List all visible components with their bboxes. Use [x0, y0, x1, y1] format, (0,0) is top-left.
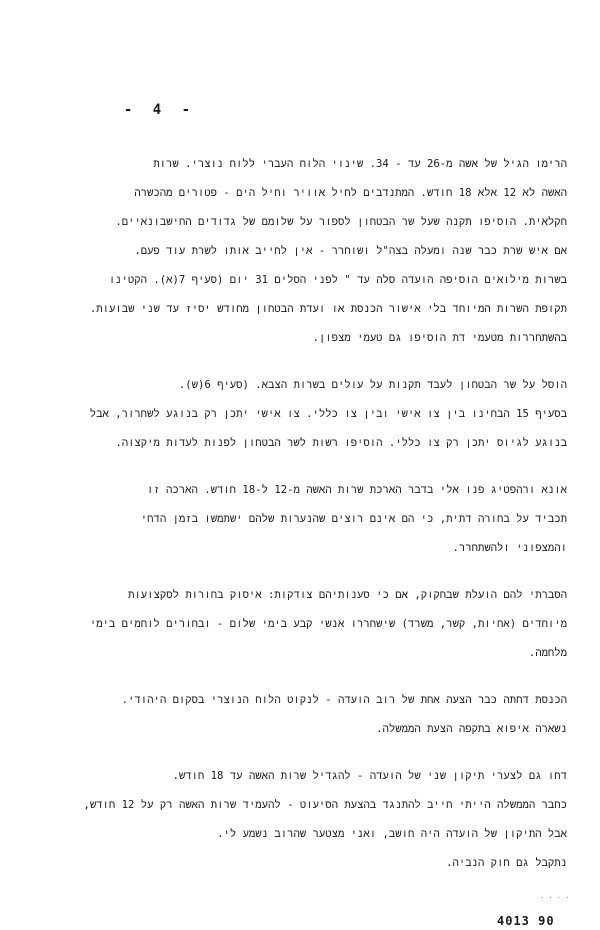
paragraph-2	[35, 371, 567, 458]
text-line: והמצפוני ולהשתחרר.	[452, 542, 567, 554]
text-line: הרימו הגיל של אשה מ-26 עד - 34. שינוי הלוח העברי ללוח נוצרי. שרות	[153, 158, 567, 170]
paragraph-1	[35, 150, 567, 353]
document-body	[35, 150, 567, 896]
archive-number: 4013 90	[497, 914, 555, 928]
page-number: - 4 -	[123, 102, 197, 118]
text-line: תקופת השרות המיוחד בלי אישור הכנסת או ועדת הבטחון מחודש יסיז עד שני שבועות.	[89, 303, 567, 315]
text-line: האשה לא 12 אלא 18 חודש. המתנדבים לחיל אוויר וחיל הים - פטורים מהכשרה	[134, 187, 567, 199]
text-line: חקלאית. הוסיפו תקנה שעל שר הבטחון לספור על שלומם של גדודים החישבונאיים.	[115, 216, 567, 228]
text-line: נשארה איפוא בתקפה הצעת הממשלה.	[376, 723, 567, 735]
text-line: הכנסת דחתה כבר הצעה אחת של רוב הועדה - לנקוט הלוח הנוצרי בסקום היהודי.	[121, 694, 567, 706]
paragraph-6	[35, 762, 567, 878]
text-line: מלחמה.	[528, 647, 567, 659]
text-line: בסעיף 15 הבחינו בין צו אישי ובין צו כללי. צו אישי יתכן רק בנוגע לשחרור, אבל	[89, 408, 567, 420]
text-line: אבל התיקון של הועדה היה חושב, ואני מצטער שהרוב נשמע לי.	[217, 828, 567, 840]
text-line: נתקבל גם חוק הנביה.	[446, 857, 567, 869]
text-line: אונא ורהפטיג פנו אלי בדבר הארכת שרות האשה מ-12 ל-18 חודש. הארכה זו	[146, 484, 567, 496]
text-line: כחבר הממשלה הייתי חייב להתנגד בהצעת הסיעוט - להעמיד שרות האשה רק על 12 חודש,	[83, 799, 567, 811]
paragraph-5	[35, 686, 567, 744]
footer-mark: · · · ·	[540, 894, 570, 902]
paragraph-4	[35, 581, 567, 668]
text-line: דחו גם לצערי תיקון שני של הועדה - להגדיל שרות האשה עד 18 חודש.	[172, 770, 567, 782]
text-line: מיוחדים (אחיות, קשר, משרד) שישחררו אנשי קבע בימי שלום - ובחורים לוחמים בימי	[89, 618, 567, 630]
paragraph-3	[35, 476, 567, 563]
text-line: בהשתחררות מטעמי דת הוסיפו גם טעמי מצפון.	[312, 332, 567, 344]
text-line: תכביד על בחורה דתית, כי הם אינם רוצים שהנערות שלהם ישתמשו בזמן הדחי	[140, 513, 567, 525]
text-line: אם איש שרת כבר שנה ומעלה בצה"ל ושוחרר - אין לחייב אותו לשרת עוד פעם.	[134, 245, 567, 257]
text-line: בשרות מילואים הוסיפה הועדה סלה עד " לפני הסלים 31 יום (סעיף 7(א). הקטינו	[108, 274, 567, 286]
text-line: בנוגע לגיוס יתכן רק צו כללי. הוסיפו רשות לשר הבטחון לפנות לעדות מיקצוה.	[115, 437, 567, 449]
text-line: הסברתי להם הועלת שבחקוק, אם כי סענותיהם צודקות: איסוק בחורות לסקצועות	[128, 589, 567, 601]
text-line: הוסל על שר הבטחון לעבד תקנות על עולים בשרות הצבא. (סעיף 6(ש).	[178, 379, 567, 391]
